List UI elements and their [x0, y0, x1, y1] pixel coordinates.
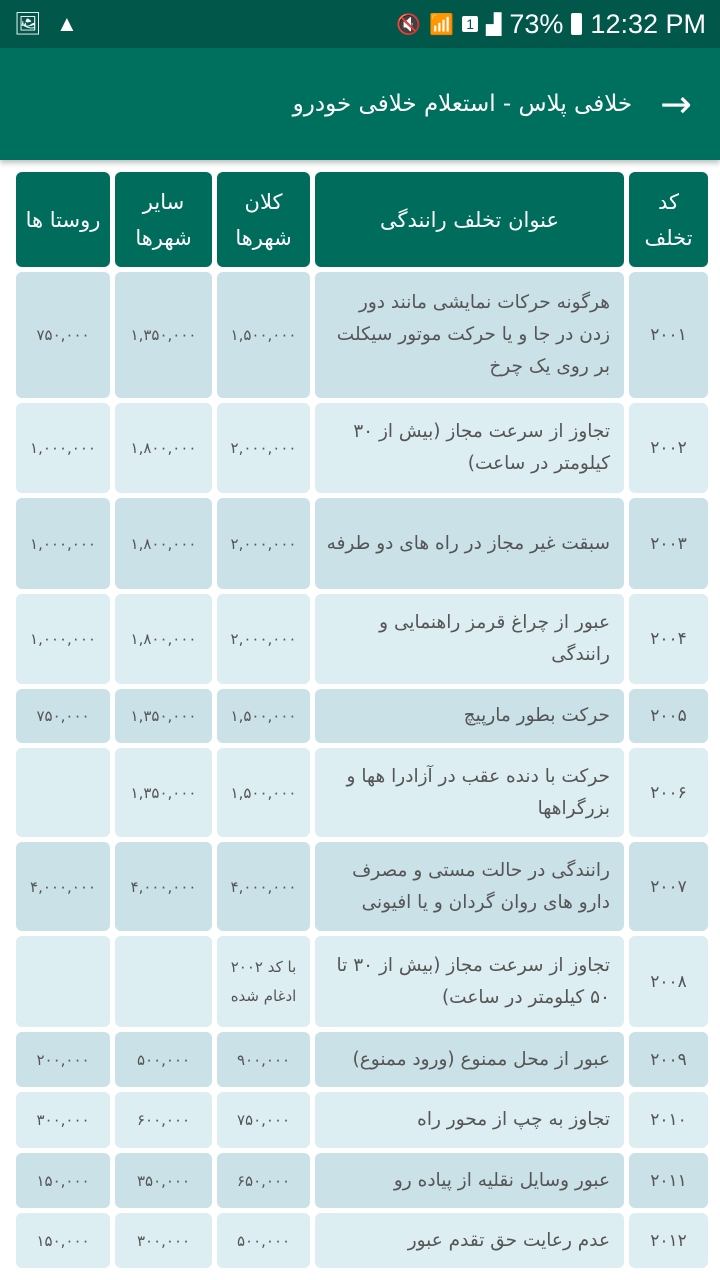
cell-code: ۲۰۰۴	[629, 594, 708, 684]
cell-code: ۲۰۱۲	[629, 1213, 708, 1268]
cell-code: ۲۰۰۸	[629, 936, 708, 1027]
cell-metro: ۹۰۰,۰۰۰	[217, 1032, 310, 1087]
signal-icon: ▟	[485, 13, 502, 36]
page-title: خلافی پلاس - استعلام خلافی خودرو	[292, 91, 633, 117]
cell-villages	[16, 936, 110, 1027]
cell-villages: ۳۰۰,۰۰۰	[16, 1092, 110, 1148]
cell-other-cities: ۳۵۰,۰۰۰	[115, 1153, 212, 1208]
cell-other-cities: ۳۰۰,۰۰۰	[115, 1213, 212, 1268]
cell-other-cities: ۱,۸۰۰,۰۰۰	[115, 403, 212, 493]
cell-code: ۲۰۰۱	[629, 272, 708, 398]
cell-other-cities: ۱,۳۵۰,۰۰۰	[115, 748, 212, 837]
header-other-cities: سایر شهرها	[115, 172, 212, 267]
cell-title: رانندگی در حالت مستی و مصرف دارو های روان گردان و یا افیونی	[315, 842, 624, 931]
cell-code: ۲۰۰۶	[629, 748, 708, 837]
fines-table	[12, 172, 708, 1268]
cell-metro: ۲,۰۰۰,۰۰۰	[217, 403, 310, 493]
header-title: عنوان تخلف رانندگی	[315, 172, 624, 267]
image-icon: 🖼	[14, 11, 42, 36]
cell-code: ۲۰۰۷	[629, 842, 708, 931]
cell-villages: ۷۵۰,۰۰۰	[16, 272, 110, 398]
cell-code: ۲۰۱۰	[629, 1092, 708, 1148]
cell-title: عبور از چراغ قرمز راهنمایی و رانندگی	[315, 594, 624, 684]
cell-villages: ۴,۰۰۰,۰۰۰	[16, 842, 110, 931]
cell-villages: ۱,۰۰۰,۰۰۰	[16, 594, 110, 684]
cell-title: تجاوز از سرعت مجاز (بیش از ۳۰ کیلومتر در ساعت)	[315, 403, 624, 493]
cell-metro: ۷۵۰,۰۰۰	[217, 1092, 310, 1148]
header-villages: روستا ها	[16, 172, 110, 267]
table-row	[12, 594, 708, 684]
table-row	[12, 498, 708, 589]
table-row	[12, 689, 708, 743]
cell-metro: با کد ۲۰۰۲ ادغام شده	[217, 936, 310, 1027]
cell-other-cities: ۶۰۰,۰۰۰	[115, 1092, 212, 1148]
cell-metro: ۲,۰۰۰,۰۰۰	[217, 498, 310, 589]
cell-metro: ۴,۰۰۰,۰۰۰	[217, 842, 310, 931]
cell-other-cities: ۱,۸۰۰,۰۰۰	[115, 594, 212, 684]
cell-code: ۲۰۰۵	[629, 689, 708, 743]
cell-villages: ۱۵۰,۰۰۰	[16, 1153, 110, 1208]
cell-title: حرکت با دنده عقب در آزادرا هها و بزرگراهها	[315, 748, 624, 837]
cell-other-cities: ۱,۸۰۰,۰۰۰	[115, 498, 212, 589]
sim-1-icon: 1	[462, 16, 478, 32]
table-row	[12, 1092, 708, 1148]
cell-villages: ۱,۰۰۰,۰۰۰	[16, 403, 110, 493]
header-code: کد تخلف	[629, 172, 708, 267]
cell-villages: ۷۵۰,۰۰۰	[16, 689, 110, 743]
table-row	[12, 1213, 708, 1268]
table-row	[12, 1153, 708, 1208]
arrow-right-icon[interactable]: →	[660, 82, 692, 126]
mute-icon: 🔇	[396, 13, 422, 36]
wifi-icon: 📶	[429, 13, 455, 36]
header-metro: کلان شهرها	[217, 172, 310, 267]
table-row	[12, 748, 708, 837]
cell-code: ۲۰۰۹	[629, 1032, 708, 1087]
cell-villages: ۱,۰۰۰,۰۰۰	[16, 498, 110, 589]
cell-metro: ۱,۵۰۰,۰۰۰	[217, 748, 310, 837]
table-row	[12, 1032, 708, 1087]
battery-icon	[571, 13, 582, 35]
cell-title: تجاوز از سرعت مجاز (بیش از ۳۰ تا ۵۰ کیلومتر در ساعت)	[315, 936, 624, 1027]
table-row	[12, 842, 708, 931]
table-row	[12, 403, 708, 493]
table-header	[12, 172, 708, 267]
cell-title: عدم رعایت حق تقدم عبور	[315, 1213, 624, 1268]
table-row	[12, 936, 708, 1027]
cell-metro: ۶۵۰,۰۰۰	[217, 1153, 310, 1208]
cell-other-cities: ۵۰۰,۰۰۰	[115, 1032, 212, 1087]
warning-icon: ▲	[55, 11, 78, 36]
cell-metro: ۵۰۰,۰۰۰	[217, 1213, 310, 1268]
cell-other-cities: ۴,۰۰۰,۰۰۰	[115, 842, 212, 931]
cell-metro: ۲,۰۰۰,۰۰۰	[217, 594, 310, 684]
cell-title: سبقت غیر مجاز در راه های دو طرفه	[315, 498, 624, 589]
cell-metro: ۱,۵۰۰,۰۰۰	[217, 689, 310, 743]
cell-code: ۲۰۰۳	[629, 498, 708, 589]
cell-villages: ۱۵۰,۰۰۰	[16, 1213, 110, 1268]
battery-percent: 73%	[509, 8, 564, 39]
cell-other-cities: ۱,۳۵۰,۰۰۰	[115, 689, 212, 743]
cell-villages	[16, 748, 110, 837]
table-row	[12, 272, 708, 398]
clock: 12:32 PM	[590, 8, 706, 39]
cell-code: ۲۰۱۱	[629, 1153, 708, 1208]
app-bar	[0, 48, 720, 160]
cell-title: هرگونه حرکات نمایشی مانند دور زدن در جا و یا حرکت موتور سیکلت بر روی یک چرخ	[315, 272, 624, 398]
cell-title: عبور از محل ممنوع (ورود ممنوع)	[315, 1032, 624, 1087]
cell-title: حرکت بطور مارپیچ	[315, 689, 624, 743]
cell-code: ۲۰۰۲	[629, 403, 708, 493]
cell-villages: ۲۰۰,۰۰۰	[16, 1032, 110, 1087]
status-bar	[0, 0, 720, 48]
cell-other-cities	[115, 936, 212, 1027]
cell-metro: ۱,۵۰۰,۰۰۰	[217, 272, 310, 398]
cell-title: تجاوز به چپ از محور راه	[315, 1092, 624, 1148]
cell-other-cities: ۱,۳۵۰,۰۰۰	[115, 272, 212, 398]
cell-title: عبور وسایل نقلیه از پیاده رو	[315, 1153, 624, 1208]
